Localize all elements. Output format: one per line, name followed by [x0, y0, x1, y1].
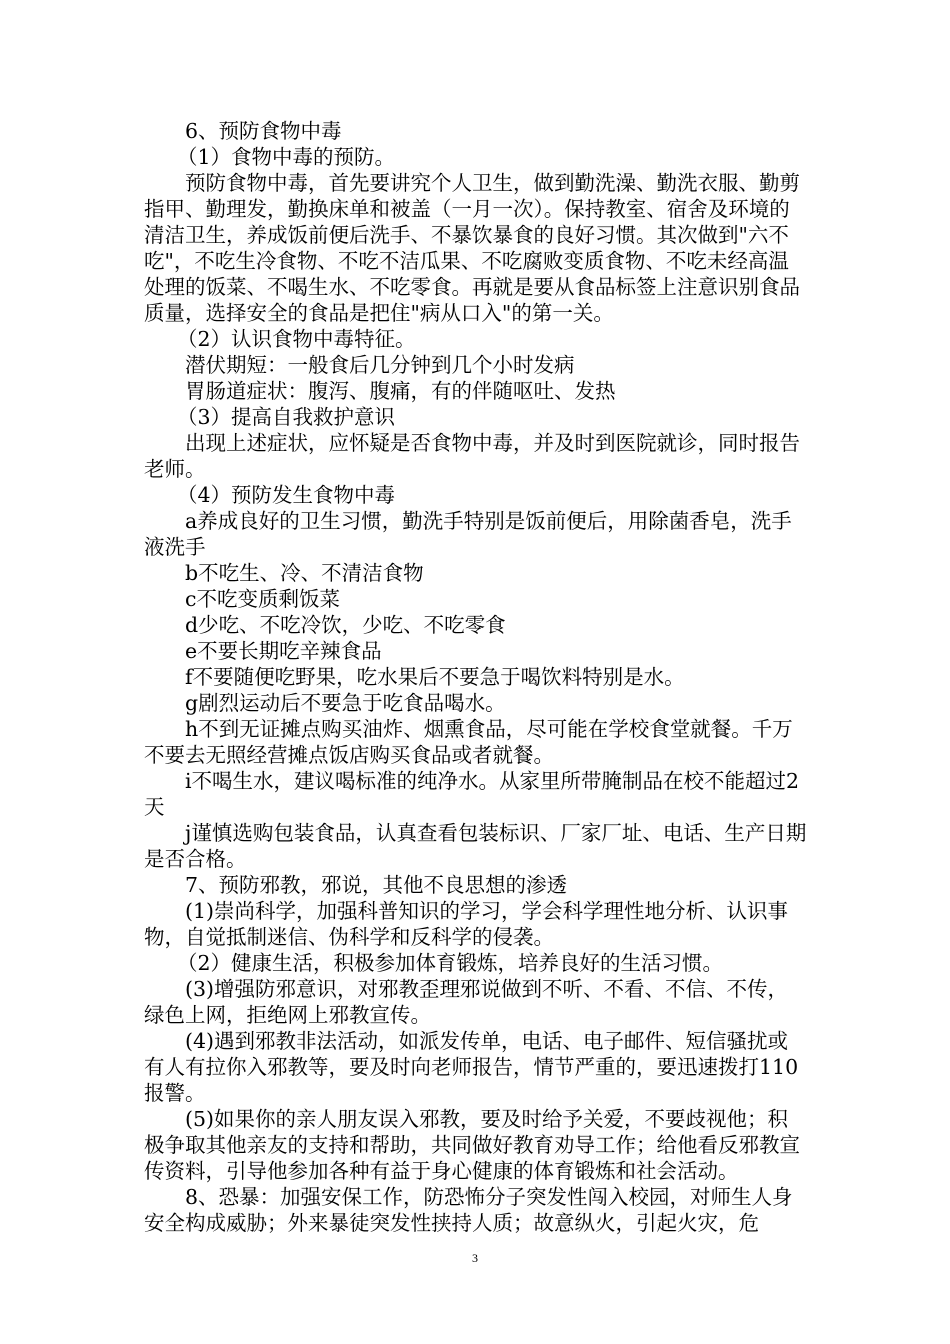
paragraph: 潜伏期短：一般食后几分钟到几个小时发病: [185, 353, 575, 377]
page-number: 3: [472, 1251, 478, 1265]
paragraph: b不吃生、冷、不清洁食物: [185, 561, 424, 585]
paragraph: h不到无证摊点购买油炸、烟熏食品，尽可能在学校食堂就餐。千万不要去无照经营摊点饭店购买食品或者就餐。: [144, 717, 793, 767]
paragraph: （2）健康生活，积极参加体育锻炼，培养良好的生活习惯。: [177, 951, 724, 975]
paragraph: 胃肠道症状：腹泻、腹痛，有的伴随呕吐、发热: [185, 379, 616, 403]
paragraph: a养成良好的卫生习惯，勤洗手特别是饭前便后，用除菌香皂，洗手液洗手: [144, 509, 792, 559]
paragraph: c不吃变质剩饭菜: [185, 587, 340, 611]
paragraph: (3)增强防邪意识，对邪教歪理邪说做到不听、不看、不信、不传，绿色上网，拒绝网上邪教宣传。: [144, 977, 789, 1027]
paragraph: g剧烈运动后不要急于吃食品喝水。: [185, 691, 506, 715]
paragraph: 7、预防邪教，邪说，其他不良思想的渗透: [185, 873, 568, 897]
paragraph: 8、恐暴：加强安保工作，防恐怖分子突发性闯入校园，对师生人身安全构成威胁；外来暴徒突发性挟持人质；故意纵火，引起火灾，危: [144, 1185, 793, 1235]
paragraph: (1)崇尚科学，加强科普知识的学习，学会科学理性地分析、认识事物，自觉抵制迷信、伪科学和反科学的侵袭。: [144, 899, 789, 949]
paragraph: d少吃、不吃冷饮，少吃、不吃零食: [185, 613, 506, 637]
paragraph: （3）提高自我救护意识: [177, 405, 396, 429]
paragraph: 出现上述症状，应怀疑是否食物中毒，并及时到医院就诊，同时报告老师。: [144, 431, 800, 481]
paragraph: （1）食物中毒的预防。: [177, 145, 396, 169]
paragraph: j谨慎选购包装食品，认真查看包装标识、厂家厂址、电话、生产日期是否合格。: [144, 821, 807, 871]
paragraph: e不要长期吃辛辣食品: [185, 639, 382, 663]
paragraph: （4）预防发生食物中毒: [177, 483, 396, 507]
paragraph: （2）认识食物中毒特征。: [177, 327, 416, 351]
document-body: [144, 118, 808, 1236]
paragraph: 6、预防食物中毒: [185, 119, 342, 143]
paragraph: (5)如果你的亲人朋友误入邪教，要及时给予关爱，不要歧视他；积极争取其他亲友的支持和帮助，共同做好教育劝导工作；给他看反邪教宣传资料，引导他参加各种有益于身心健康的体育锻炼和社会活动。: [144, 1107, 800, 1183]
paragraph: i不喝生水，建议喝标准的纯净水。从家里所带腌制品在校不能超过2天: [144, 769, 800, 819]
paragraph: 预防食物中毒，首先要讲究个人卫生，做到勤洗澡、勤洗衣服、勤剪指甲、勤理发，勤换床单和被盖（一月一次）。保持教室、宿舍及环境的清洁卫生，养成饭前便后洗手、不暴饮暴食的良好习惯。其次做到"六不吃"，不吃生冷食物、不吃不洁瓜果、不吃腐败变质食物、不吃未经高温处理的饭菜、不喝生水、不吃零食。再就是要从食品标签上注意识别食品质量，选择安全的食品是把住"病从口入"的第一关。: [144, 171, 800, 325]
paragraph: (4)遇到邪教非法活动，如派发传单，电话、电子邮件、短信骚扰或有人有拉你入邪教等，要及时向老师报告，情节严重的，要迅速拨打110报警。: [144, 1029, 799, 1105]
paragraph: f不要随便吃野果，吃水果后不要急于喝饮料特别是水。: [185, 665, 685, 689]
